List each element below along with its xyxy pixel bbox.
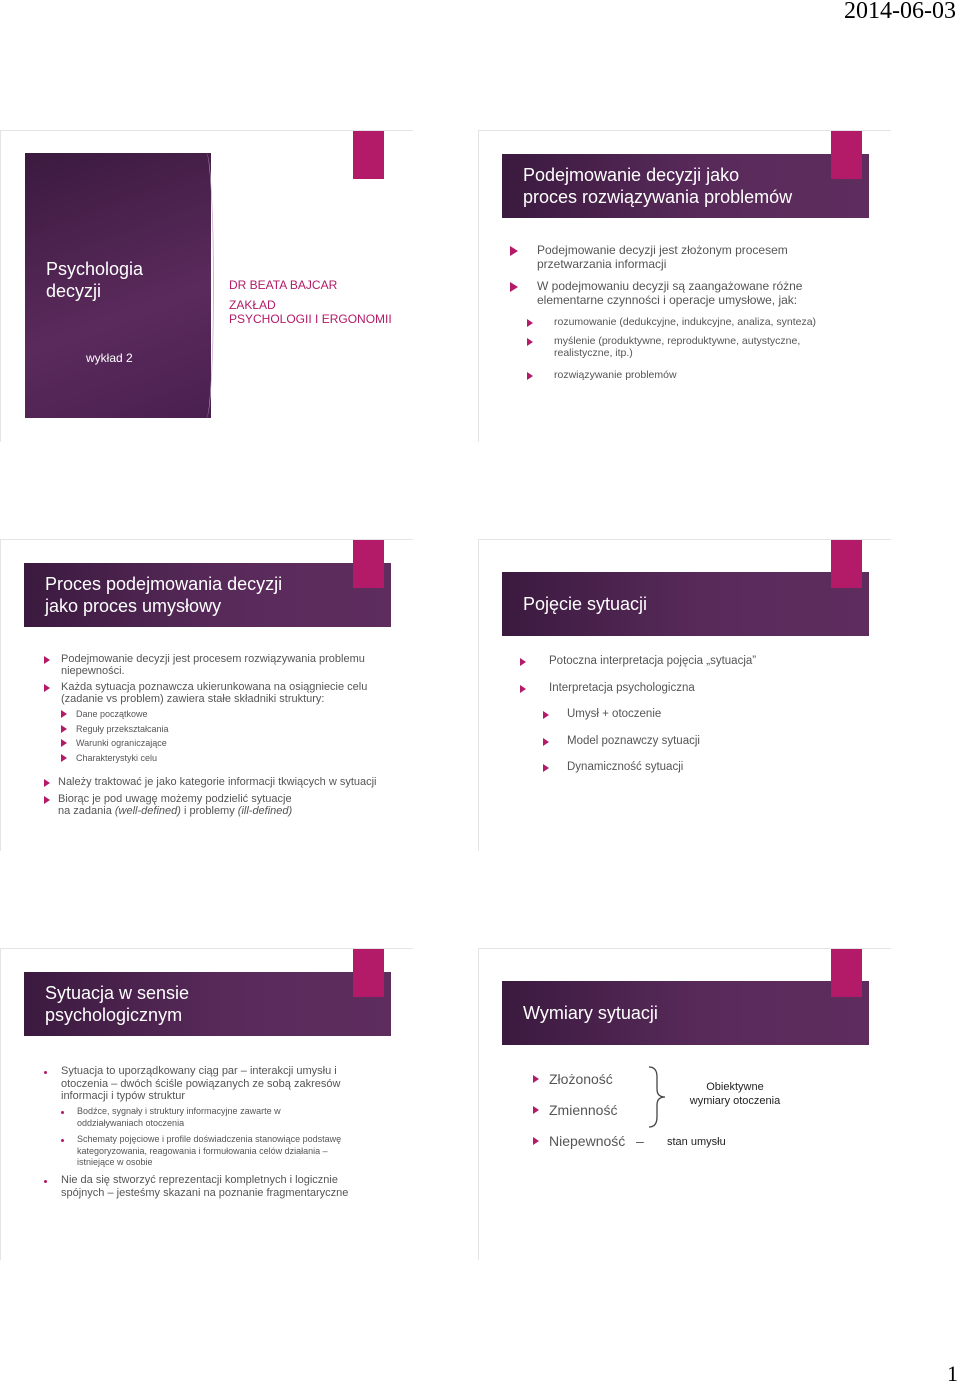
bullet-arrow-icon [44,656,50,664]
bullet-dot-icon [44,1180,47,1183]
bullet-dot-icon [61,1139,64,1142]
bullet-arrow-icon [533,1075,539,1083]
bullet-dot-icon [44,1071,47,1074]
slide-title-bar [502,572,869,636]
slide-psychological-situation [0,948,413,1260]
slide-title: Proces podejmowania decyzji jako proces umysłowy [45,574,283,616]
slide-title [0,130,413,442]
list-item: W podejmowaniu decyzji są zaangażowane różne elementarne czynności i operacje umysłowe, jak: [510,279,802,307]
slide-concept-of-situation [478,539,891,851]
list-item: Charakterystyki celu [61,752,157,764]
dash: – [636,1133,644,1149]
author-name: DR BEATA BAJCAR [229,278,338,292]
slide-title: Wymiary sytuacji [523,1003,658,1023]
bullet-arrow-icon [543,738,549,746]
slide-title-bar [24,972,391,1036]
bullet-arrow-icon [543,764,549,772]
bullet-arrow-icon [61,754,67,762]
list-item: Dane początkowe [61,708,148,720]
department-line: PSYCHOLOGII I ERGONOMII [229,312,392,326]
list-item: Dynamiczność sytuacji [543,761,683,774]
bullet-arrow-icon [44,684,50,692]
bullet-arrow-icon [533,1137,539,1145]
bullet-arrow-icon [61,739,67,747]
bullet-arrow-icon [61,725,67,733]
list-item: Biorąc je pod uwagę możemy podzielić sytuacje na zadania (well-defined) i problemy (ill-defined) [44,793,409,817]
brace-icon [647,1065,669,1129]
list-item: Bodźce, sygnały i struktury informacyjne zawarte w oddziaływaniach otoczenia [61,1106,406,1129]
accent-tab [353,540,384,588]
state-of-mind-label: stan umysłu [667,1136,726,1148]
list-item: Niepewność [533,1133,625,1149]
list-item: Model poznawczy sytuacji [543,735,700,748]
bullet-arrow-icon [543,711,549,719]
bullet-arrow-icon [44,779,50,787]
bullet-arrow-icon [527,319,533,327]
list-item: Schematy pojęciowe i profile doświadczenia stanowiące podstawę kategoryzowania, reagowania i formułowania celów działania – istniejące w osobie [61,1134,406,1169]
bullet-arrow-icon [44,796,50,804]
slide-title: Podejmowanie decyzji jako proces rozwiązywania problemów [523,165,793,207]
presentation-title: Psychologia decyzji [46,259,144,301]
author-block [229,278,392,326]
bullet-arrow-icon [520,658,526,666]
list-item: Zmienność [533,1102,617,1118]
list-item: Umysł + otoczenie [543,708,661,721]
list-item: Każda sytuacja poznawcza ukierunkowana na osiągniecie celu (zadanie vs problem) zawiera stałe składniki struktury: [44,681,404,705]
list-item: Należy traktować je jako kategorie informacji tkwiących w sytuacji [44,776,409,788]
list-item: Nie da się stworzyć reprezentacji kompletnych i logicznie spójnych – jesteśmy skazani na poznanie fragmentaryczne [44,1174,409,1199]
slide-situation-dimensions [478,948,891,1260]
page-number: 1 [947,1361,958,1386]
list-item: myślenie (produktywne, reproduktywne, autystyczne, realistyczne, itp.) [527,335,800,359]
list-item: Sytuacja to uporządkowany ciąg par – interakcji umysłu i otoczenia – dwóch ściśle powiązanych ze sobą zakresów informacji i typów struktur [44,1065,409,1103]
list-item: rozumowanie (dedukcyjne, indukcyjne, analiza, synteza) [527,316,816,328]
accent-tab [353,131,384,179]
lecture-number: wykład 2 [86,351,133,365]
list-item: rozwiązywanie problemów [527,369,677,381]
list-item: Potoczna interpretacja pojęcia „sytuacja” [520,655,756,668]
list-item: Interpretacja psychologiczna [520,682,695,695]
bullet-arrow-icon [527,372,533,380]
slide-title: Sytuacja w sensie psychologicznym [45,983,190,1025]
title-panel [25,153,211,418]
slide-decision-as-problem-solving [478,130,891,442]
slide-title-bar [502,981,869,1045]
list-item: Warunki ograniczające [61,737,167,749]
slide-title-bar [24,563,391,627]
accent-tab [831,949,862,997]
list-item: Złożoność [533,1071,613,1087]
slide-decision-process [0,539,413,851]
objective-dimensions-label: Obiektywne wymiary otoczenia [689,1081,781,1107]
bullet-arrow-icon [61,710,67,718]
bullet-arrow-icon [520,685,526,693]
decorative-curve [201,153,214,418]
accent-tab [353,949,384,997]
slide-title: Pojęcie sytuacji [523,594,648,614]
accent-tab [831,131,862,179]
bullet-dot-icon [61,1111,64,1114]
list-item: Podejmowanie decyzji jest procesem rozwiązywania problemu niepewności. [44,653,404,677]
page-date: 2014-06-03 [844,0,956,24]
bullet-arrow-icon [527,338,533,346]
accent-tab [831,540,862,588]
department-line: ZAKŁAD [229,298,276,312]
slide-title-bar [502,154,869,218]
bullet-arrow-icon [533,1106,539,1114]
list-item: Podejmowanie decyzji jest złożonym procesem przetwarzania informacji [510,243,788,271]
list-item: Reguły przekształcania [61,723,169,735]
bullet-arrow-icon [510,282,518,292]
bullet-arrow-icon [510,246,518,256]
